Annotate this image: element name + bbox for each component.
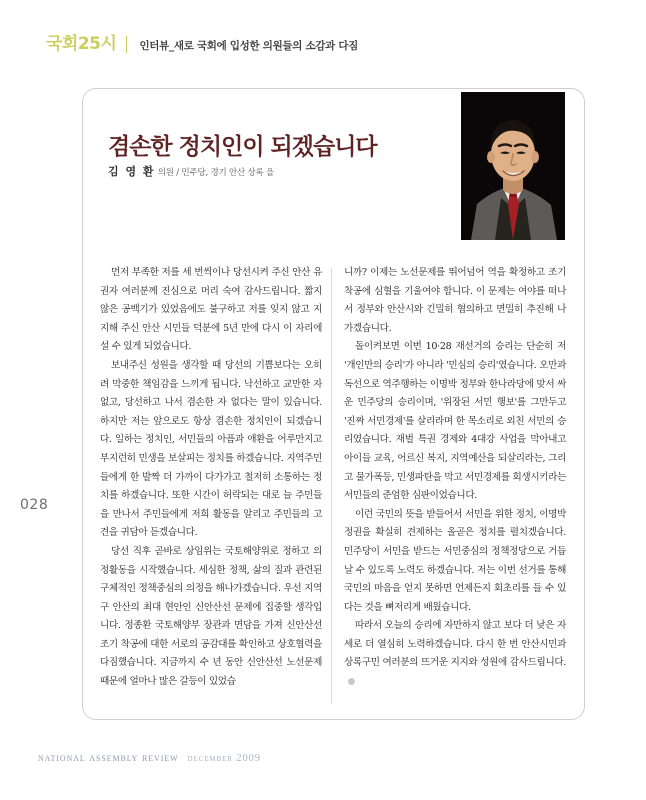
body-column-right (344, 264, 566, 704)
section-kicker: 인터뷰_새로 국회에 입성한 의원들의 소감과 다짐 (139, 40, 359, 52)
byline-name: 김 영 환 (108, 165, 156, 178)
paragraph-final (344, 617, 566, 691)
byline-role: 의원 / 민주당, 경기 안산 상록 을 (157, 168, 275, 178)
footer-magazine-title: national assembly review (38, 752, 179, 764)
paragraph: 이런 국민의 뜻을 받들어서 서민을 위한 정치, 이명박 정권을 확실히 견제하는 올곧은 정치를 펼치겠습니다. 민주당이 서민을 받드는 서민중심의 정책정당으로 거듭날 수 있도록 노력도 하겠습니다. 저는 이번 선거를 통해 국민의 마음을 얻지 못하면 언제든지 회초리를 들 수 있다는 것을 뼈저리게 배웠습니다. (344, 508, 566, 613)
paragraph: 당선 직후 곧바로 상임위는 국토해양위로 정하고 의정활동을 시작했습니다. 세심한 정책, 삶의 질과 관련된 구체적인 정책중심의 의정을 해나가겠습니다. 우선 지역구 안산의 최대 현안인 신안산선 문제에 집중할 생각입니다. 정종환 국토해양부 장관과 면담을 가져 신안산선 조기 착공에 대한 서로의 공감대를 확인하고 상호협력을 다짐했습니다. 지금까지 수 년 동안 신안산선 노선문제 때문에 얼마나 많은 갈등이 있었습 (100, 545, 322, 688)
page-number: 028 (20, 497, 49, 513)
article-body (100, 264, 566, 704)
portrait-illustration (461, 92, 565, 240)
running-head (46, 36, 358, 53)
paragraph: 돌이켜보면 이번 10·28 재선거의 승리는 단순히 저 '개인만의 승리'가 아니라 '민심의 승리'였습니다. 오만과 독선으로 역주행하는 이명박 정부와 한나라당에 맞서 싸운 민주당의 승리이며, '위장된 서민 행보'를 그만두고 '진짜 서민경제'를 살리라며 한 목소리로 외친 서민의 승리였습니다. 재벌 특권 경제와 4대강 사업을 막아내고 아이들 교육, 어르신 복지, 지역예산을 되살리라는, 그리고 물가폭등, 민생파탄을 막고 서민경제를 회생시키라는 서민들의 준엄한 심판이었습니다. (344, 341, 566, 502)
paragraph: 먼저 부족한 저를 세 번씩이나 당선시켜 주신 안산 유권자 여러분께 진심으로 머리 숙여 감사드립니다. 짧지 않은 공백기가 있었음에도 불구하고 저를 잊지 않고 지지해 주신 안산 시민들 덕분에 5년 만에 다시 이 자리에 설 수 있게 되었습니다. (100, 267, 322, 353)
portrait-photo (461, 92, 565, 240)
paragraph: 니까? 이제는 노선문제를 뛰어넘어 역을 확정하고 조기착공에 심혈을 기울여야 합니다. 이 문제는 여야를 떠나서 정부와 안산시와 긴밀히 협의하고 면밀히 추진해 나가겠습니다. (344, 267, 566, 334)
footer-issue-date: december 2009 (187, 753, 261, 764)
end-mark-icon (348, 678, 355, 685)
page-footer (38, 752, 608, 764)
article-byline (108, 166, 448, 178)
paragraph: 보내주신 성원을 생각할 때 당선의 기쁨보다는 오히려 막중한 책임감을 느끼게 됩니다. 낙선하고 교만한 자 없고, 당선하고 나서 겸손한 자 없다는 말이 있습니다. 하지만 저는 앞으로도 항상 겸손한 정치인이 되겠습니다. 일하는 정치인, 서민들의 아픔과 애환을 어루만지고 부지런히 민생을 보살피는 정치를 하겠습니다. 지역주민들에게 한 발짝 더 가까이 다가가고 철저히 소통하는 정치를 하겠습니다. 또한 시간이 허락되는 대로 늘 주민들을 만나서 주민들에게 저희 활동을 알리고 주민들의 고견을 귀담아 듣겠습니다. (100, 359, 322, 539)
article-headline: 겸손한 정치인이 되겠습니다 (108, 134, 377, 161)
paragraph-final-text: 따라서 오늘의 승리에 자만하지 않고 보다 더 낮은 자세로 더 열심히 노력하겠습니다. 다시 한 번 안산시민과 상록구민 여러분의 뜨거운 지지와 성원에 감사드립니다. (344, 620, 566, 669)
magazine-logo: 국회25시 (46, 36, 127, 53)
body-column-left (100, 264, 322, 704)
